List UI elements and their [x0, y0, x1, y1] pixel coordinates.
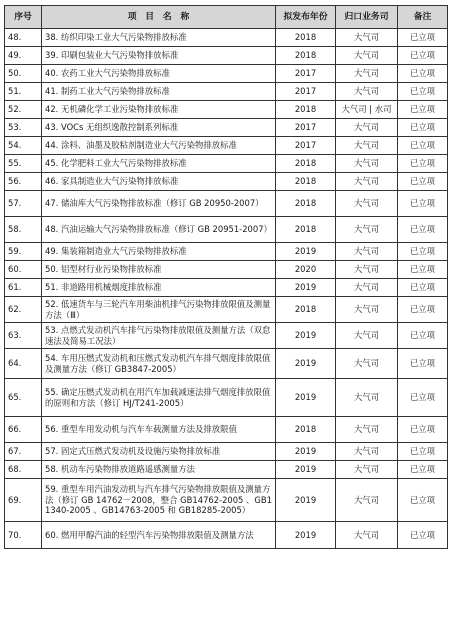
row-title: 45. 化学肥料工业大气污染物排放标准	[42, 155, 276, 173]
row-title: 39. 印刷包装业大气污染物排放标准	[42, 47, 276, 65]
table-row	[5, 323, 448, 349]
row-title: 55. 确定压燃式发动机在用汽车加载减速法排气烟度排放限值的原则和方法（修订 HJ/T241-2005）	[42, 379, 276, 417]
table-row	[5, 522, 448, 549]
row-seq: 60.	[5, 261, 42, 279]
row-dept: 大气司	[336, 443, 398, 461]
row-seq: 61.	[5, 279, 42, 297]
table-row	[5, 443, 448, 461]
row-dept: 大气司	[336, 323, 398, 349]
row-note: 已立项	[398, 323, 448, 349]
row-year: 2017	[276, 119, 336, 137]
row-title: 58. 机动车污染物排放道路遥感测量方法	[42, 461, 276, 479]
table-row	[5, 279, 448, 297]
row-seq: 67.	[5, 443, 42, 461]
row-note: 已立项	[398, 443, 448, 461]
row-seq: 62.	[5, 297, 42, 323]
header-dept: 归口业务司	[336, 6, 398, 29]
standards-table	[4, 5, 448, 549]
row-note: 已立项	[398, 461, 448, 479]
table-body	[5, 29, 448, 549]
row-seq: 59.	[5, 243, 42, 261]
table-row	[5, 47, 448, 65]
table-row	[5, 29, 448, 47]
row-year: 2019	[276, 323, 336, 349]
row-note: 已立项	[398, 47, 448, 65]
row-dept: 大气司	[336, 243, 398, 261]
row-year: 2017	[276, 65, 336, 83]
row-note: 已立项	[398, 119, 448, 137]
row-title: 54. 车用压燃式发动机和压燃式发动机汽车排气烟度排放限值及测量方法（修订 GB3847-2005）	[42, 349, 276, 379]
row-year: 2018	[276, 47, 336, 65]
row-seq: 69.	[5, 479, 42, 522]
row-title: 52. 低速货车与三轮汽车用柴油机排气污染物排放限值及测量方法（Ⅲ）	[42, 297, 276, 323]
row-dept: 大气司	[336, 349, 398, 379]
row-title: 57. 固定式压燃式发动机及设施污染物排放标准	[42, 443, 276, 461]
row-dept: 大气司	[336, 261, 398, 279]
row-year: 2019	[276, 243, 336, 261]
row-note: 已立项	[398, 101, 448, 119]
row-dept: 大气司	[336, 47, 398, 65]
row-dept: 大气司	[336, 119, 398, 137]
row-title: 48. 汽油运输大气污染物排放标准（修订 GB 20951-2007）	[42, 217, 276, 243]
row-note: 已立项	[398, 243, 448, 261]
table-row	[5, 461, 448, 479]
row-seq: 68.	[5, 461, 42, 479]
row-seq: 58.	[5, 217, 42, 243]
row-seq: 48.	[5, 29, 42, 47]
row-note: 已立项	[398, 83, 448, 101]
row-note: 已立项	[398, 297, 448, 323]
row-seq: 57.	[5, 191, 42, 217]
row-year: 2018	[276, 217, 336, 243]
row-note: 已立项	[398, 217, 448, 243]
header-year: 拟发布年份	[276, 6, 336, 29]
row-note: 已立项	[398, 137, 448, 155]
table-row	[5, 349, 448, 379]
row-year: 2019	[276, 349, 336, 379]
row-year: 2018	[276, 173, 336, 191]
row-note: 已立项	[398, 417, 448, 443]
row-year: 2019	[276, 443, 336, 461]
row-year: 2018	[276, 155, 336, 173]
row-seq: 63.	[5, 323, 42, 349]
row-title: 60. 燃用甲醇汽油的轻型汽车污染物排放限值及测量方法	[42, 522, 276, 549]
row-note: 已立项	[398, 279, 448, 297]
row-dept: 大气司	[336, 65, 398, 83]
row-note: 已立项	[398, 29, 448, 47]
row-year: 2018	[276, 191, 336, 217]
row-seq: 54.	[5, 137, 42, 155]
row-year: 2017	[276, 83, 336, 101]
row-year: 2018	[276, 29, 336, 47]
header-seq: 序号	[5, 6, 42, 29]
row-dept: 大气司	[336, 461, 398, 479]
row-seq: 50.	[5, 65, 42, 83]
row-dept: 大气司	[336, 522, 398, 549]
header-note: 备注	[398, 6, 448, 29]
row-title: 47. 储油库大气污染物排放标准（修订 GB 20950-2007）	[42, 191, 276, 217]
row-note: 已立项	[398, 173, 448, 191]
row-title: 44. 涂料、油墨及胶粘剂制造业大气污染物排放标准	[42, 137, 276, 155]
header-item: 项 目 名 称	[42, 6, 276, 29]
row-year: 2018	[276, 101, 336, 119]
row-seq: 49.	[5, 47, 42, 65]
table-row	[5, 191, 448, 217]
row-seq: 52.	[5, 101, 42, 119]
row-seq: 56.	[5, 173, 42, 191]
row-year: 2019	[276, 279, 336, 297]
row-dept: 大气司	[336, 297, 398, 323]
row-dept: 大气司	[336, 137, 398, 155]
row-dept: 大气司	[336, 155, 398, 173]
row-year: 2019	[276, 479, 336, 522]
table-header-row	[5, 6, 448, 29]
row-title: 38. 纺织印染工业大气污染物排放标准	[42, 29, 276, 47]
row-dept: 大气司 | 水司	[336, 101, 398, 119]
row-year: 2018	[276, 297, 336, 323]
row-title: 53. 点燃式发动机汽车排气污染物排放限值及测量方法（双怠速法及简易工况法）	[42, 323, 276, 349]
row-seq: 53.	[5, 119, 42, 137]
row-title: 59. 重型车用汽油发动机与汽车排气污染物排放限值及测量方法（修订 GB 14762－2008，整合 GB14762-2005 、GB11340-2005 、GB14763-2005 和 GB18285-2005）	[42, 479, 276, 522]
row-note: 已立项	[398, 261, 448, 279]
row-title: 43. VOCs 无组织逸散控制系列标准	[42, 119, 276, 137]
table-row	[5, 101, 448, 119]
row-dept: 大气司	[336, 479, 398, 522]
row-dept: 大气司	[336, 217, 398, 243]
row-year: 2017	[276, 137, 336, 155]
row-title: 49. 集装箱制造业大气污染物排放标准	[42, 243, 276, 261]
row-note: 已立项	[398, 479, 448, 522]
row-title: 46. 家具制造业大气污染物排放标准	[42, 173, 276, 191]
row-year: 2019	[276, 379, 336, 417]
row-seq: 51.	[5, 83, 42, 101]
row-note: 已立项	[398, 155, 448, 173]
row-title: 41. 制药工业大气污染物排放标准	[42, 83, 276, 101]
row-note: 已立项	[398, 522, 448, 549]
row-year: 2019	[276, 461, 336, 479]
row-title: 50. 铝型材行业污染物排放标准	[42, 261, 276, 279]
row-seq: 55.	[5, 155, 42, 173]
row-title: 42. 无机磷化学工业污染物排放标准	[42, 101, 276, 119]
row-seq: 70.	[5, 522, 42, 549]
table-row	[5, 417, 448, 443]
table-row	[5, 243, 448, 261]
row-title: 51. 非道路用机械烟度排放标准	[42, 279, 276, 297]
table-row	[5, 137, 448, 155]
table-row	[5, 479, 448, 522]
row-year: 2020	[276, 261, 336, 279]
row-note: 已立项	[398, 65, 448, 83]
row-year: 2019	[276, 522, 336, 549]
table-row	[5, 173, 448, 191]
row-dept: 大气司	[336, 279, 398, 297]
row-seq: 65.	[5, 379, 42, 417]
row-dept: 大气司	[336, 379, 398, 417]
row-dept: 大气司	[336, 191, 398, 217]
row-title: 40. 农药工业大气污染物排放标准	[42, 65, 276, 83]
table-row	[5, 65, 448, 83]
table-row	[5, 379, 448, 417]
row-seq: 66.	[5, 417, 42, 443]
row-dept: 大气司	[336, 173, 398, 191]
row-dept: 大气司	[336, 83, 398, 101]
row-note: 已立项	[398, 191, 448, 217]
row-title: 56. 重型车用发动机与汽车车载测量方法及排放限值	[42, 417, 276, 443]
table-row	[5, 261, 448, 279]
row-note: 已立项	[398, 379, 448, 417]
row-note: 已立项	[398, 349, 448, 379]
row-year: 2018	[276, 417, 336, 443]
row-seq: 64.	[5, 349, 42, 379]
table-row	[5, 297, 448, 323]
row-dept: 大气司	[336, 29, 398, 47]
table-row	[5, 217, 448, 243]
table-row	[5, 155, 448, 173]
table-row	[5, 83, 448, 101]
row-dept: 大气司	[336, 417, 398, 443]
table-row	[5, 119, 448, 137]
